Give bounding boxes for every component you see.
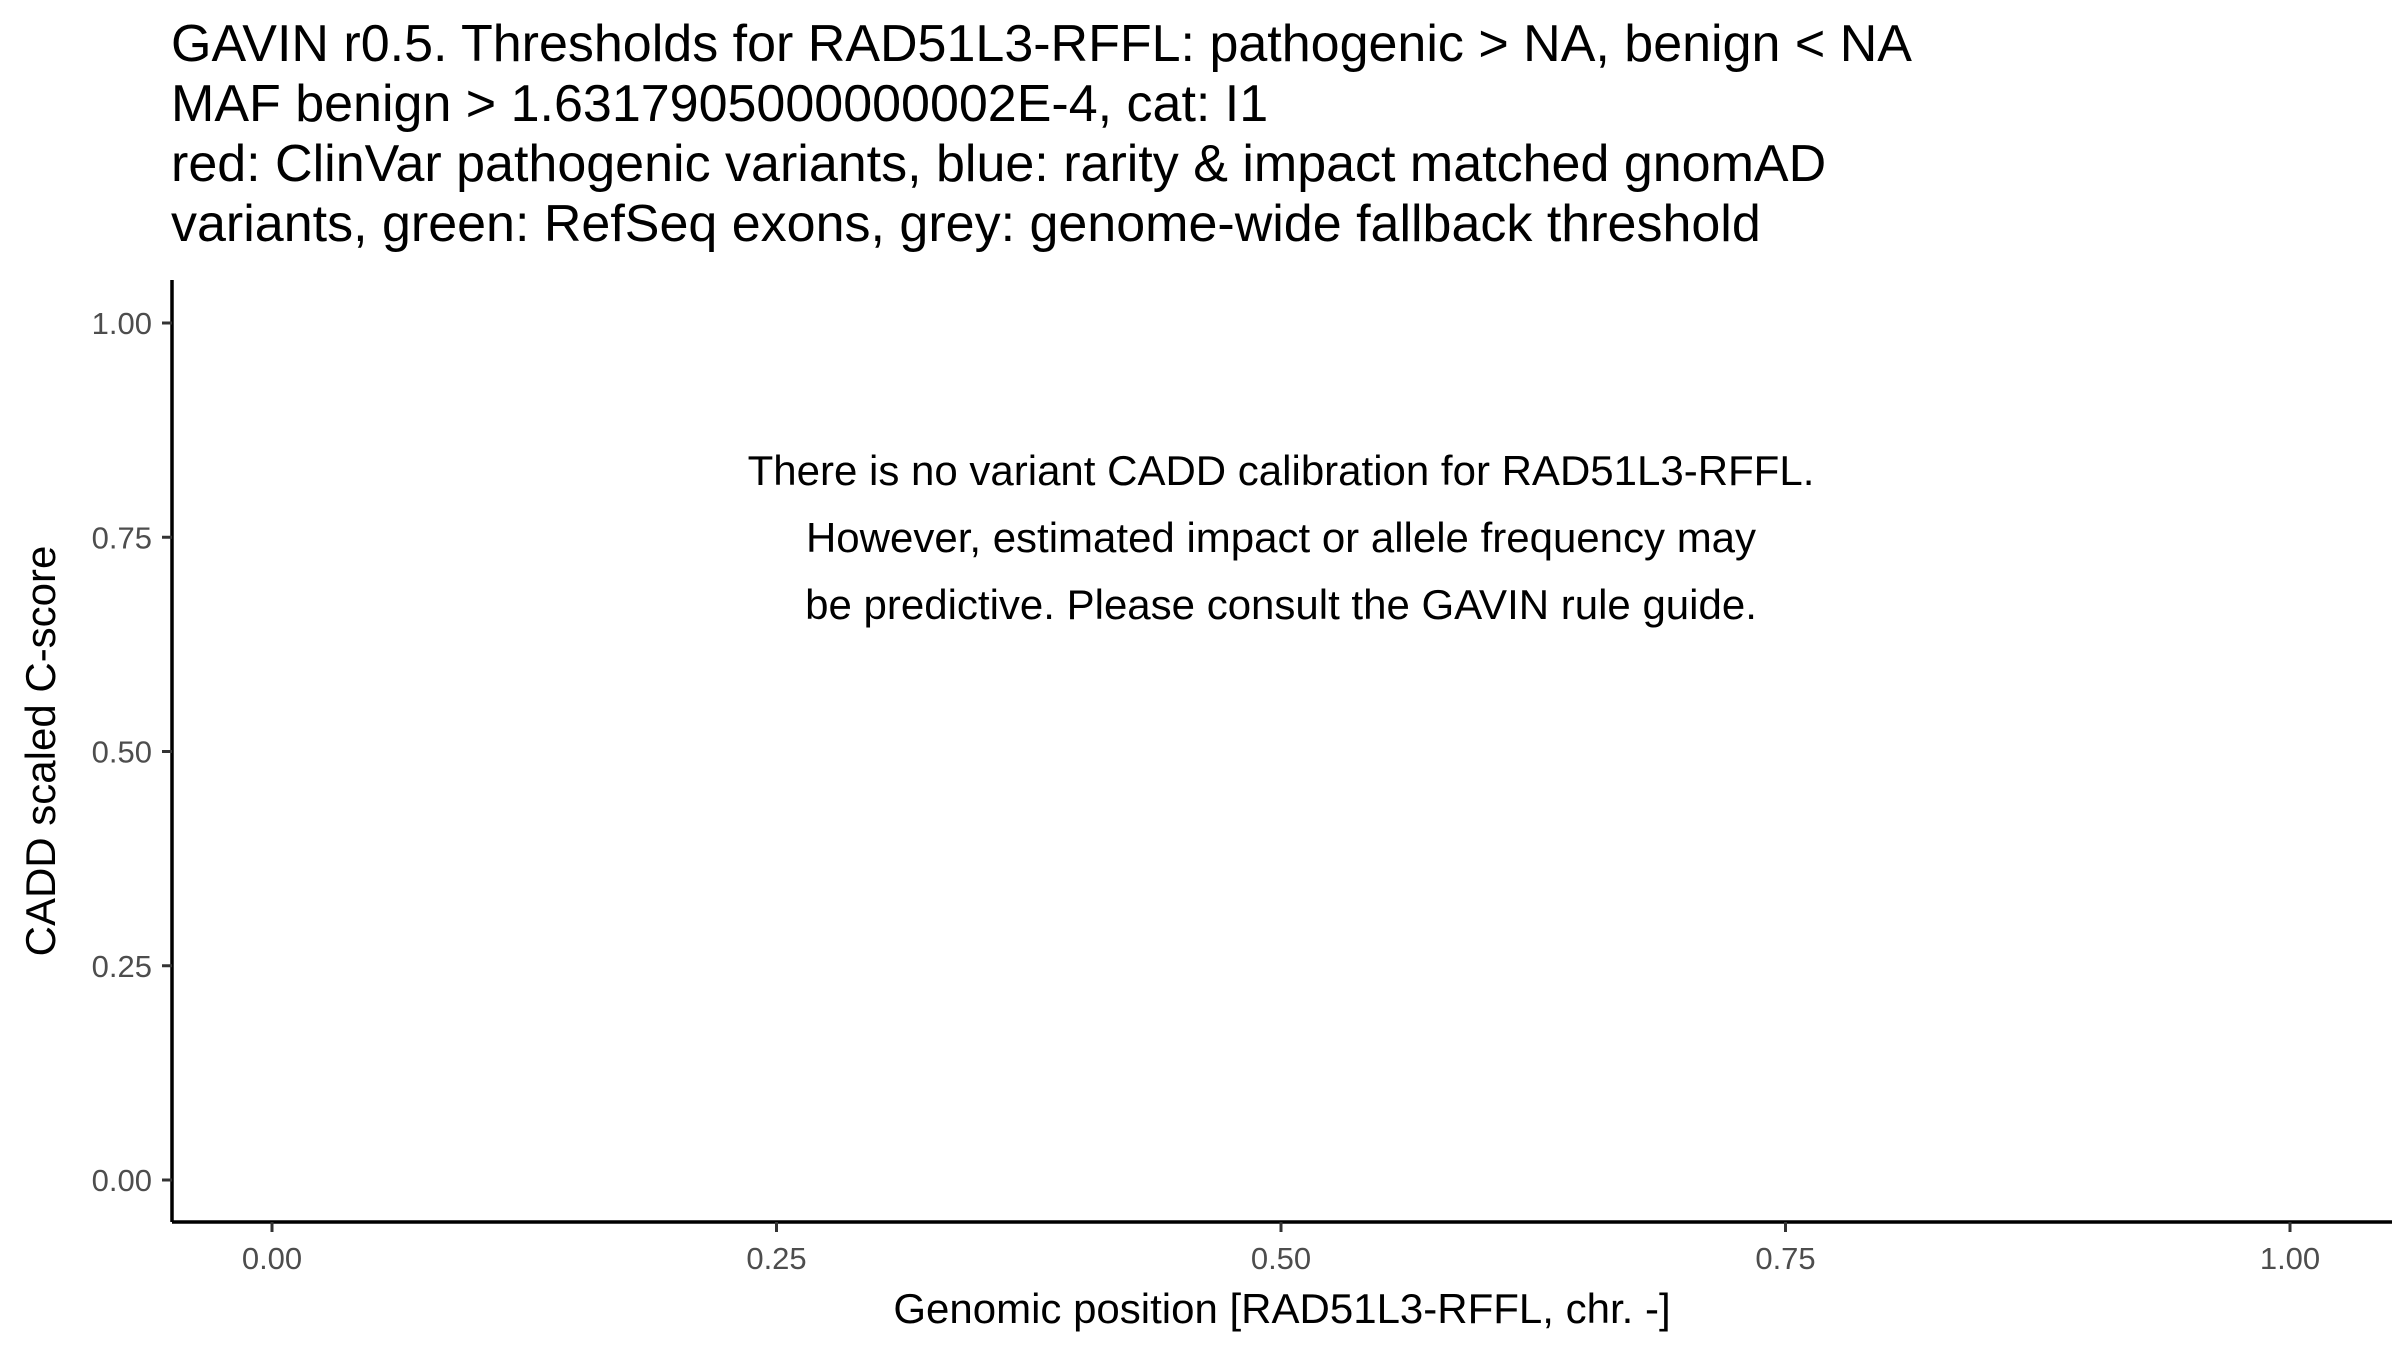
- x-tick-label-2: 0.50: [1250, 1241, 1312, 1276]
- chart-title-line-4: variants, green: RefSeq exons, grey: genome-wide fallback threshold: [171, 195, 1761, 253]
- chart-title-line-1: GAVIN r0.5. Thresholds for RAD51L3-RFFL: pathogenic > NA, benign < NA: [171, 15, 1912, 73]
- x-axis-title: Genomic position [RAD51L3-RFFL, chr. -]: [893, 1285, 1671, 1332]
- y-tick-label-1: 0.25: [91, 948, 152, 984]
- x-tick-label-1: 0.25: [746, 1241, 807, 1276]
- x-tick-label-3: 0.75: [1755, 1241, 1816, 1276]
- y-axis-ticks: [92, 306, 172, 1198]
- x-tick-label-0: 0.00: [241, 1241, 303, 1276]
- y-tick-label-4: 1.00: [91, 306, 152, 341]
- y-tick-label-0: 0.00: [91, 1163, 152, 1198]
- y-axis-title: CADD scaled C-score: [17, 545, 64, 957]
- chart-title-line-2: MAF benign > 1.6317905000000002E-4, cat: I1: [171, 75, 1269, 133]
- plot-area: [92, 280, 2392, 1276]
- chart-title-line-3: red: ClinVar pathogenic variants, blue: rarity & impact matched gnomAD: [171, 135, 1827, 193]
- annotation-line-1: There is no variant CADD calibration for RAD51L3-RFFL.: [747, 447, 1815, 494]
- y-tick-label-3: 0.75: [91, 520, 152, 556]
- x-axis-ticks: [242, 1222, 2320, 1276]
- y-tick-label-2: 0.50: [91, 734, 152, 770]
- annotation-line-3: be predictive. Please consult the GAVIN rule guide.: [805, 581, 1757, 628]
- x-tick-label-4: 1.00: [2259, 1241, 2321, 1276]
- annotation-line-2: However, estimated impact or allele frequency may: [805, 514, 1757, 561]
